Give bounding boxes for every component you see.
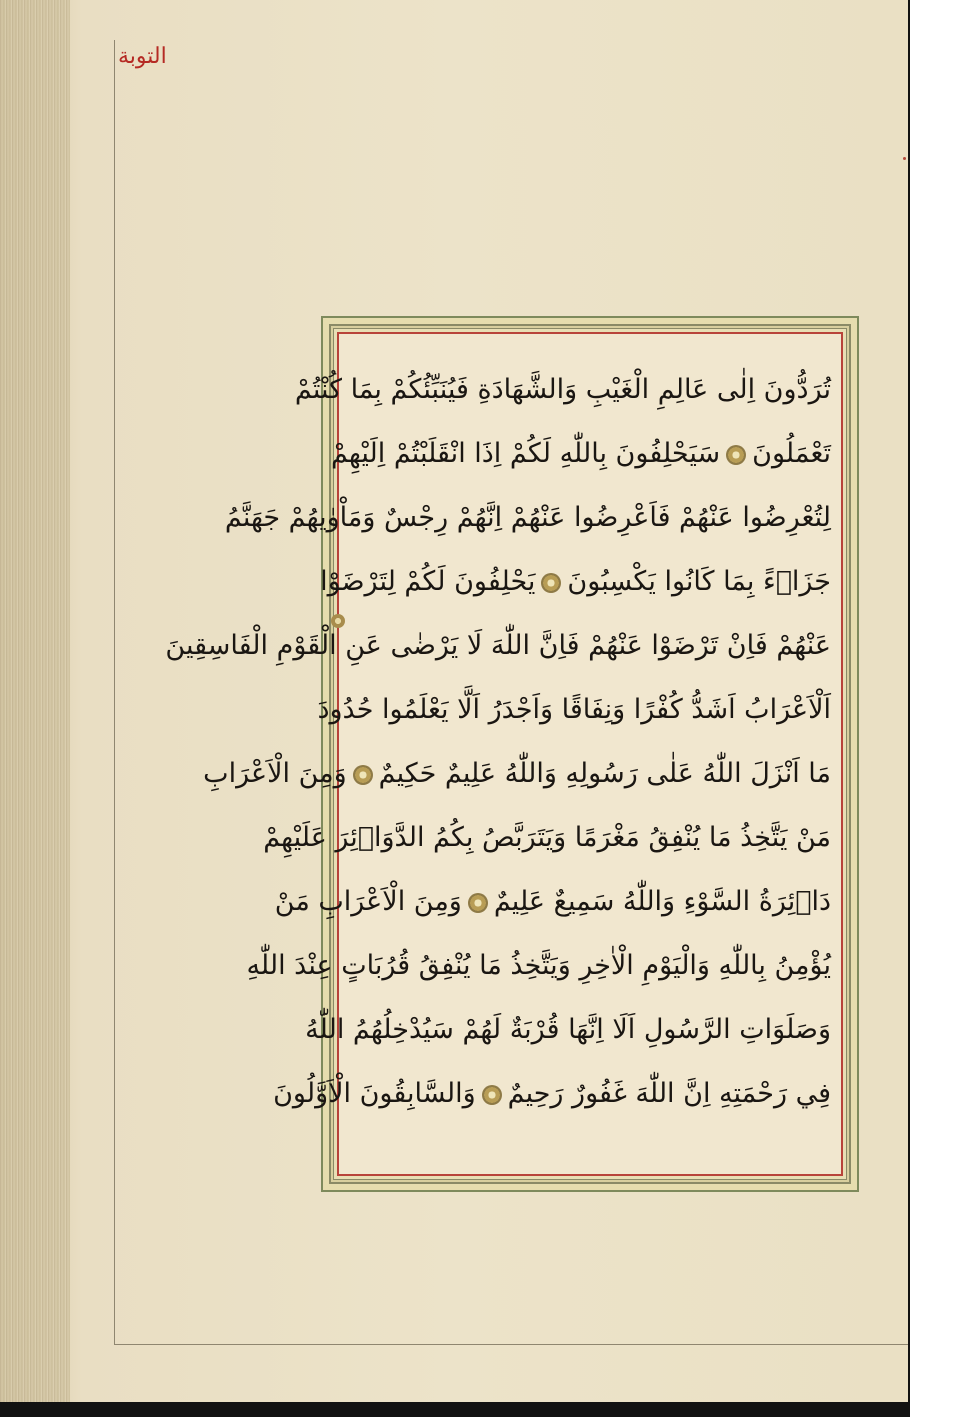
margin-ornament-icon (331, 614, 345, 628)
text-line-4 (320, 553, 831, 611)
verse-text: وَالسَّابِقُونَ الْاَوَّلُونَ (273, 1078, 476, 1109)
text-line-12 (273, 1065, 831, 1123)
verse-text: مَا اَنْزَلَ اللّٰهُ عَلٰى رَسُولِهِ وَاللّٰهُ عَلِيمٌ حَكِيمٌ (378, 758, 831, 789)
verse-marker-icon (353, 765, 373, 785)
verse-marker-icon (482, 1085, 502, 1105)
text-block (165, 332, 843, 1176)
text-line-9 (274, 873, 831, 931)
text-line-6 (317, 681, 831, 739)
verse-text: وَصَلَوَاتِ الرَّسُولِ اَلَا اِنَّهَا قُرْبَةٌ لَهُمْ سَيُدْخِلُهُمُ اللّٰهُ (305, 1014, 831, 1045)
verse-text: دَاۤئِرَةُ السَّوْءِ وَاللّٰهُ سَمِيعٌ عَلِيمٌ (493, 886, 831, 917)
margin-rule-vertical (114, 40, 115, 1345)
ink-speck (903, 157, 906, 160)
verse-text: اَلْاَعْرَابُ اَشَدُّ كُفْرًا وَنِفَاقًا وَاَجْدَرُ اَلَّا يَعْلَمُوا حُدُودَ (317, 694, 831, 725)
text-frame (165, 316, 859, 1192)
text-line-11 (305, 1001, 831, 1059)
verse-text: تَعْمَلُونَ (752, 438, 831, 469)
text-line-7 (203, 745, 831, 803)
verse-text: تُرَدُّونَ اِلٰى عَالِمِ الْغَيْبِ وَالشَّهَادَةِ فَيُنَبِّئُكُمْ بِمَا كُنْتُمْ (294, 374, 831, 405)
verse-text: وَمِنَ الْاَعْرَابِ مَنْ (274, 886, 462, 917)
verse-text: جَزَاۤءً بِمَا كَانُوا يَكْسِبُونَ (567, 566, 831, 597)
verse-text: وَمِنَ الْاَعْرَابِ (203, 758, 347, 789)
text-line-10 (246, 937, 831, 995)
verse-marker-icon (726, 445, 746, 465)
verse-text: فِي رَحْمَتِهِ اِنَّ اللّٰهَ غَفُورٌ رَحِيمٌ (507, 1078, 831, 1109)
verse-marker-icon (541, 573, 561, 593)
surah-header: التوبة (118, 44, 167, 69)
verse-text: سَيَحْلِفُونَ بِاللّٰهِ لَكُمْ اِذَا انْقَلَبْتُمْ اِلَيْهِمْ (330, 438, 721, 469)
text-line-1 (294, 361, 831, 419)
verse-text: يَحْلِفُونَ لَكُمْ لِتَرْضَوْا (320, 566, 536, 597)
verse-text: لِتُعْرِضُوا عَنْهُمْ فَاَعْرِضُوا عَنْهُمْ اِنَّهُمْ رِجْسٌ وَمَاْوٰيهُمْ جَهَنَّمُ (224, 502, 831, 533)
verse-text: يُؤْمِنُ بِاللّٰهِ وَالْيَوْمِ الْاٰخِرِ وَيَتَّخِذُ مَا يُنْفِقُ قُرُبَاتٍ عِنْدَ اللّٰهِ (246, 950, 831, 981)
page-stack-edges (0, 0, 70, 1402)
margin-rule-horizontal (114, 1344, 908, 1345)
verse-marker-icon (468, 893, 488, 913)
text-line-5 (165, 617, 831, 675)
text-line-8 (263, 809, 831, 867)
verse-text: عَنْهُمْ فَاِنْ تَرْضَوْا عَنْهُمْ فَاِنَّ اللّٰهَ لَا يَرْضٰى عَنِ الْقَوْمِ الْفَاسِقِينَ (165, 630, 831, 661)
verse-text: مَنْ يَتَّخِذُ مَا يُنْفِقُ مَغْرَمًا وَيَتَرَبَّصُ بِكُمُ الدَّوَاۤئِرَ عَلَيْهِمْ (263, 822, 831, 853)
text-line-3 (224, 489, 831, 547)
text-line-2 (330, 425, 831, 483)
